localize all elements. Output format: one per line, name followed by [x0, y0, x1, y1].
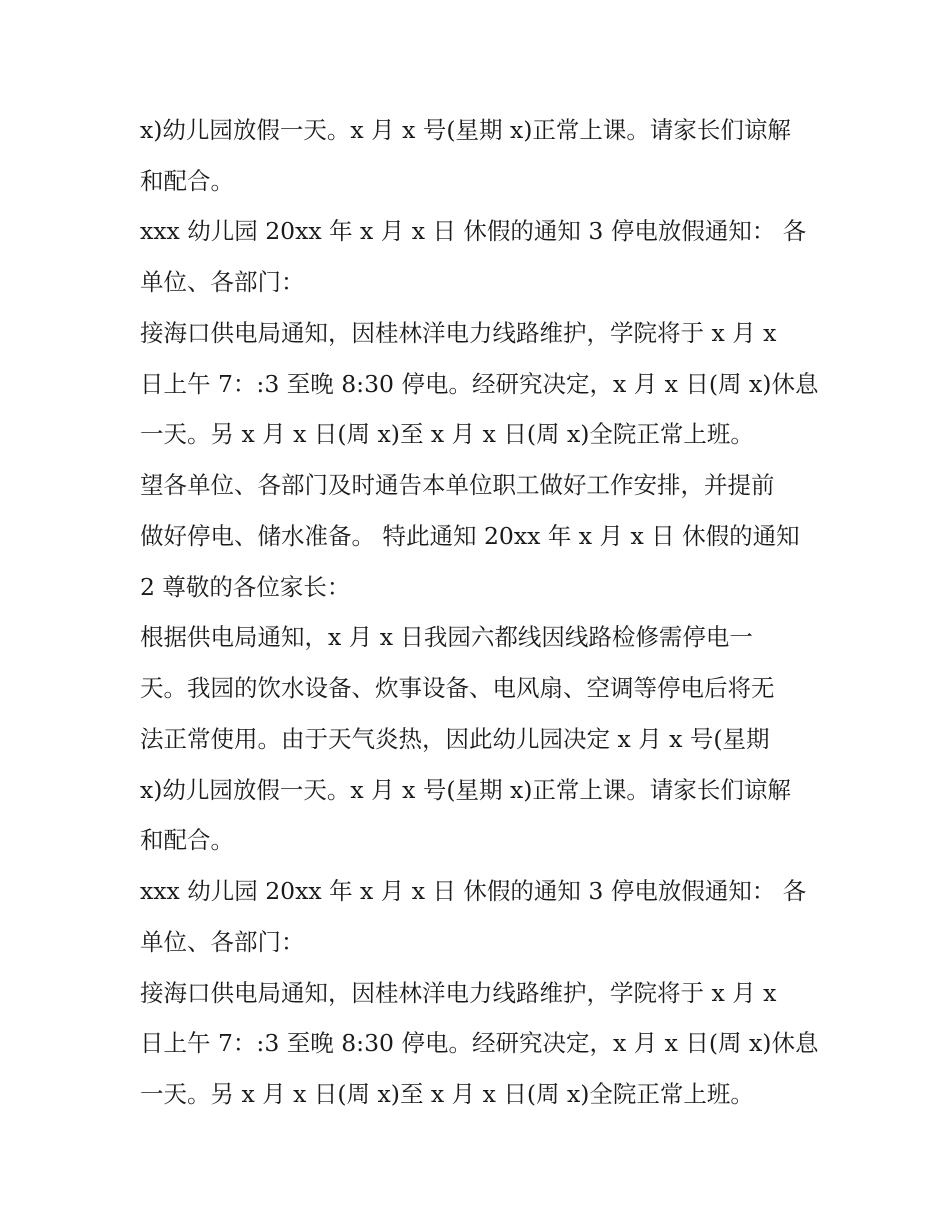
text-line: 和配合。	[140, 167, 234, 195]
text-line: 单位、各部门：	[140, 268, 305, 296]
text-line: 2 尊敬的各位家长：	[140, 573, 351, 601]
text-line: xxx 幼儿园 20xx 年 x 月 x 日 休假的通知 3 停电放假通知： 各	[140, 877, 807, 905]
text-line: 一天。另 x 月 x 日(周 x)至 x 月 x 日(周 x)全院正常上班。	[140, 420, 754, 448]
text-line: 根据供电局通知，x 月 x 日我园六都线因线路检修需停电一	[140, 623, 753, 651]
text-line: 日上午 7：:3 至晚 8:30 停电。经研究决定，x 月 x 日(周 x)休息	[140, 1029, 819, 1057]
text-line: 接海口供电局通知，因桂林洋电力线路维护，学院将于 x 月 x	[140, 979, 777, 1007]
text-line: 做好停电、储水准备。 特此通知 20xx 年 x 月 x 日 休假的通知	[140, 522, 800, 550]
text-line: 天。我园的饮水设备、炊事设备、电风扇、空调等停电后将无	[140, 674, 775, 702]
text-line: 法正常使用。由于天气炎热，因此幼儿园决定 x 月 x 号(星期	[140, 725, 770, 753]
text-line: 单位、各部门：	[140, 928, 305, 956]
text-line: xxx 幼儿园 20xx 年 x 月 x 日 休假的通知 3 停电放假通知： 各	[140, 217, 807, 245]
text-line: 接海口供电局通知，因桂林洋电力线路维护，学院将于 x 月 x	[140, 319, 777, 347]
text-line: 望各单位、各部门及时通告本单位职工做好工作安排，并提前	[140, 471, 775, 499]
text-line: x)幼儿园放假一天。x 月 x 号(星期 x)正常上课。请家长们谅解	[140, 776, 791, 804]
text-line: 一天。另 x 月 x 日(周 x)至 x 月 x 日(周 x)全院正常上班。	[140, 1080, 754, 1108]
text-line: 日上午 7：:3 至晚 8:30 停电。经研究决定，x 月 x 日(周 x)休息	[140, 370, 819, 398]
text-line: 和配合。	[140, 826, 234, 854]
text-line: x)幼儿园放假一天。x 月 x 号(星期 x)正常上课。请家长们谅解	[140, 116, 791, 144]
